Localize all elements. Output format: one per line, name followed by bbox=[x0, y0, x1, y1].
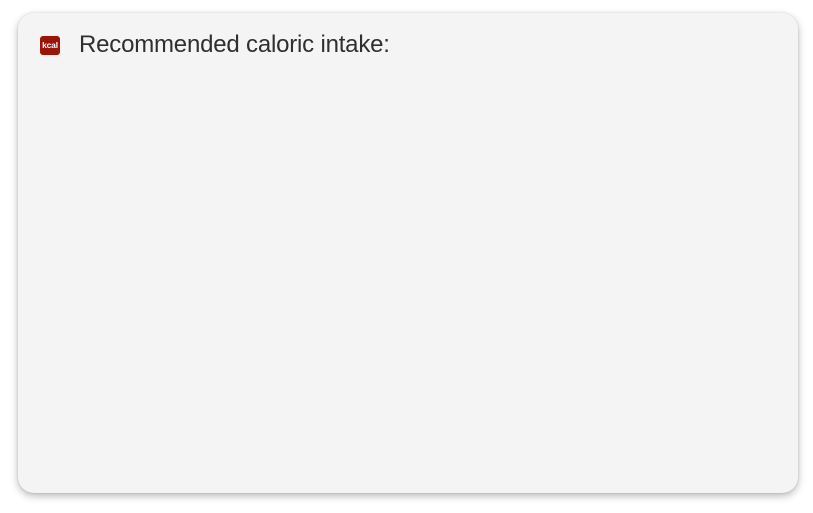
kcal-icon: kcal bbox=[40, 36, 60, 55]
card-header bbox=[40, 33, 390, 57]
card-title: Recommended caloric intake: bbox=[79, 31, 390, 58]
caloric-intake-card bbox=[18, 13, 798, 493]
